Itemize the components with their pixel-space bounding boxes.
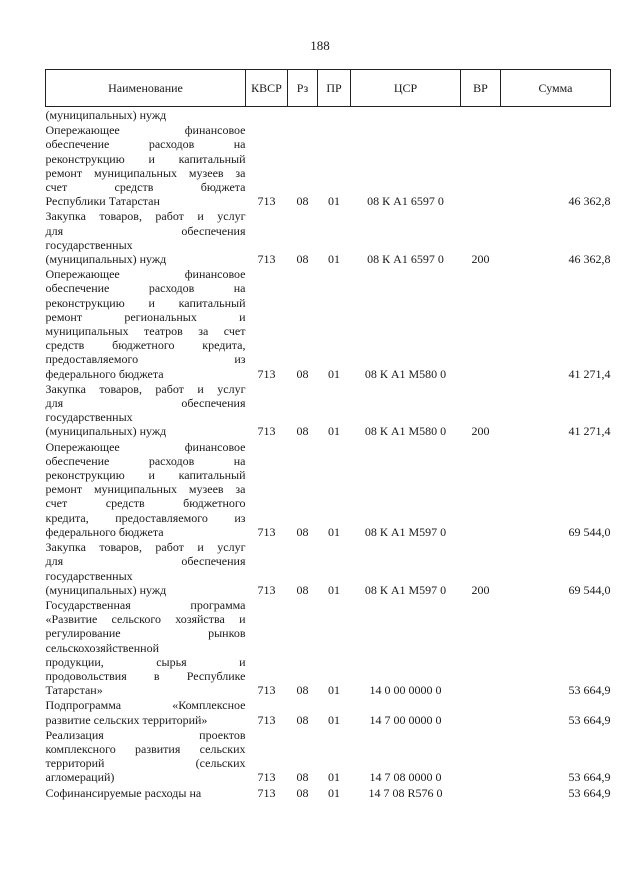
col-header-rz: Рз (288, 70, 318, 107)
row-name-line: ремонт муниципальных музеев за (45, 482, 246, 497)
row-name-line: государственных (45, 568, 133, 583)
col-header-vr: ВР (461, 70, 501, 107)
row-name-line: Татарстан» (45, 683, 103, 698)
col-header-csr: ЦСР (351, 70, 461, 107)
table-row (46, 208, 611, 266)
row-csr (351, 107, 461, 123)
row-kvsr: 713 (257, 252, 276, 267)
row-name-line: предоставляемого из (45, 352, 246, 367)
row-pr: 01 (328, 252, 340, 267)
table-row (46, 539, 611, 597)
row-kvsr: 713 (257, 582, 276, 597)
row-csr: 08 К А1 М597 0 (364, 582, 447, 597)
row-name-line: Опережающее финансовое (45, 123, 246, 138)
row-csr: 14 7 00 0000 0 (369, 712, 442, 727)
row-name (46, 107, 246, 123)
row-sum: 53 664,9 (568, 785, 611, 800)
row-vr (461, 785, 501, 800)
row-name-line: ремонт региональных и (45, 309, 246, 324)
row-name-line: Республики Татарстан (45, 194, 160, 209)
row-rz: 08 (296, 524, 309, 539)
row-rz: 08 (296, 712, 309, 727)
row-name-line: обеспечение расходов на (45, 137, 246, 152)
row-csr: 08 К А1 6597 0 (367, 252, 444, 267)
row-pr (318, 107, 351, 123)
row-name-line: Реализация проектов (45, 727, 246, 742)
row-name-line: реконструкцию и капитальный (45, 468, 246, 483)
row-sum: 41 271,4 (568, 366, 611, 381)
row-rz: 08 (296, 194, 309, 209)
row-kvsr: 713 (257, 524, 276, 539)
row-name-line: (муниципальных) нужд (45, 252, 167, 267)
row-name (46, 122, 246, 208)
row-name-line: обеспечение расходов на (45, 281, 246, 296)
row-name-line: для обеспечения (45, 396, 246, 411)
row-name-line: комплексного развития сельских (45, 741, 246, 756)
row-name (46, 266, 246, 381)
row-rz (288, 107, 318, 123)
row-name-line: Софинансируемые расходы на (45, 785, 202, 800)
row-name-line: Закупка товаров, работ и услуг (45, 540, 246, 555)
row-rz: 08 (296, 582, 309, 597)
row-name-line: средств бюджетного кредита, (45, 338, 246, 353)
row-csr: 08 К А1 6597 0 (367, 194, 444, 209)
row-name-line: продовольствия в Республике (45, 668, 246, 683)
row-kvsr: 713 (257, 683, 276, 698)
row-kvsr: 713 (257, 366, 276, 381)
row-name (46, 597, 246, 697)
row-pr: 01 (328, 194, 340, 209)
row-vr: 200 (471, 424, 490, 439)
row-sum: 53 664,9 (568, 683, 611, 698)
table-body (46, 107, 611, 800)
row-name-line: для обеспечения (45, 223, 246, 238)
row-vr: 200 (471, 582, 490, 597)
row-sum: 53 664,9 (568, 712, 611, 727)
row-csr: 08 К А1 М580 0 (364, 424, 447, 439)
row-rz: 08 (296, 785, 309, 800)
row-name-line: государственных (45, 410, 133, 425)
row-name (46, 727, 246, 785)
row-name (46, 439, 246, 539)
row-pr: 01 (328, 524, 340, 539)
row-name-line: регулирование рынков (45, 626, 246, 641)
row-name-line: Закупка товаров, работ и услуг (45, 381, 246, 396)
row-name-line: обеспечение расходов на (45, 453, 246, 468)
row-name-line: счет средств бюджетного (45, 496, 246, 511)
row-csr: 14 7 08 R576 0 (368, 785, 443, 800)
row-pr: 01 (328, 366, 340, 381)
row-pr: 01 (328, 770, 340, 785)
table-row (46, 107, 611, 123)
row-vr (461, 107, 501, 123)
page-number: 188 (310, 38, 330, 53)
row-csr: 08 К А1 М580 0 (364, 366, 447, 381)
row-name-line: реконструкцию и капитальный (45, 295, 246, 310)
row-sum: 46 362,8 (568, 252, 611, 267)
row-name-line: Государственная программа (45, 597, 246, 612)
row-name-line: агломераций) (45, 770, 115, 785)
row-csr: 14 7 08 0000 0 (369, 770, 442, 785)
row-csr: 14 0 00 0000 0 (369, 683, 442, 698)
row-rz: 08 (296, 683, 309, 698)
table-row (46, 785, 611, 800)
col-header-pr: ПР (318, 70, 351, 107)
row-name-line: продукции, сырья и (45, 654, 246, 669)
row-sum: 69 544,0 (568, 582, 611, 597)
row-kvsr: 713 (257, 785, 276, 800)
table-row (46, 122, 611, 208)
budget-table (45, 69, 611, 800)
row-name-line: Опережающее финансовое (45, 267, 246, 282)
row-vr (461, 597, 501, 697)
row-name-line: федерального бюджета (45, 366, 164, 381)
row-rz: 08 (296, 252, 309, 267)
row-pr: 01 (328, 424, 340, 439)
row-name (46, 208, 246, 266)
row-name-line: Подпрограмма «Комплексное (45, 698, 246, 713)
row-name-line: государственных (45, 237, 133, 252)
row-vr: 200 (471, 252, 490, 267)
row-kvsr: 713 (257, 424, 276, 439)
row-name-line: развитие сельских территорий» (45, 712, 208, 727)
row-vr (461, 439, 501, 539)
row-kvsr (246, 107, 288, 123)
table-row (46, 381, 611, 439)
row-name (46, 381, 246, 439)
row-name (46, 785, 246, 800)
row-name-line: федерального бюджета (45, 524, 164, 539)
row-name-line: территорий (сельских (45, 756, 246, 771)
row-kvsr: 713 (257, 712, 276, 727)
table-row (46, 439, 611, 539)
row-sum: 69 544,0 (568, 524, 611, 539)
row-name (46, 697, 246, 726)
table-header-row (46, 70, 611, 107)
row-name-line: для обеспечения (45, 554, 246, 569)
row-sum: 46 362,8 (568, 194, 611, 209)
row-name (46, 539, 246, 597)
row-pr: 01 (328, 683, 340, 698)
row-vr (461, 697, 501, 726)
row-name-line: кредита, предоставляемого из (45, 510, 246, 525)
row-name-line: сельскохозяйственной (45, 640, 159, 655)
row-csr: 08 К А1 М597 0 (364, 524, 447, 539)
row-pr: 01 (328, 712, 340, 727)
row-name-line: (муниципальных) нужд (45, 108, 167, 122)
row-vr (461, 266, 501, 381)
row-name-line: счет средств бюджета (45, 180, 246, 195)
row-name-line: «Развитие сельского хозяйства и (45, 612, 246, 627)
row-kvsr: 713 (257, 770, 276, 785)
row-name-line: Закупка товаров, работ и услуг (45, 209, 246, 224)
row-vr (461, 727, 501, 785)
table-row (46, 727, 611, 785)
row-name-line: (муниципальных) нужд (45, 582, 167, 597)
row-pr: 01 (328, 582, 340, 597)
row-name-line: (муниципальных) нужд (45, 424, 167, 439)
row-sum (501, 107, 611, 123)
row-name-line: Опережающее финансовое (45, 439, 246, 454)
table-row (46, 597, 611, 697)
row-vr (461, 122, 501, 208)
row-sum: 53 664,9 (568, 770, 611, 785)
row-rz: 08 (296, 366, 309, 381)
row-name-line: ремонт муниципальных музеев за (45, 165, 246, 180)
row-rz: 08 (296, 424, 309, 439)
row-name-line: муниципальных театров за счет (45, 324, 246, 339)
row-rz: 08 (296, 770, 309, 785)
row-sum: 41 271,4 (568, 424, 611, 439)
table-row (46, 266, 611, 381)
col-header-name: Наименование (46, 70, 246, 107)
table-row (46, 697, 611, 726)
row-kvsr: 713 (257, 194, 276, 209)
row-name-line: реконструкцию и капитальный (45, 151, 246, 166)
col-header-sum: Сумма (501, 70, 611, 107)
row-pr: 01 (328, 785, 340, 800)
col-header-kvsr: КВСР (246, 70, 288, 107)
